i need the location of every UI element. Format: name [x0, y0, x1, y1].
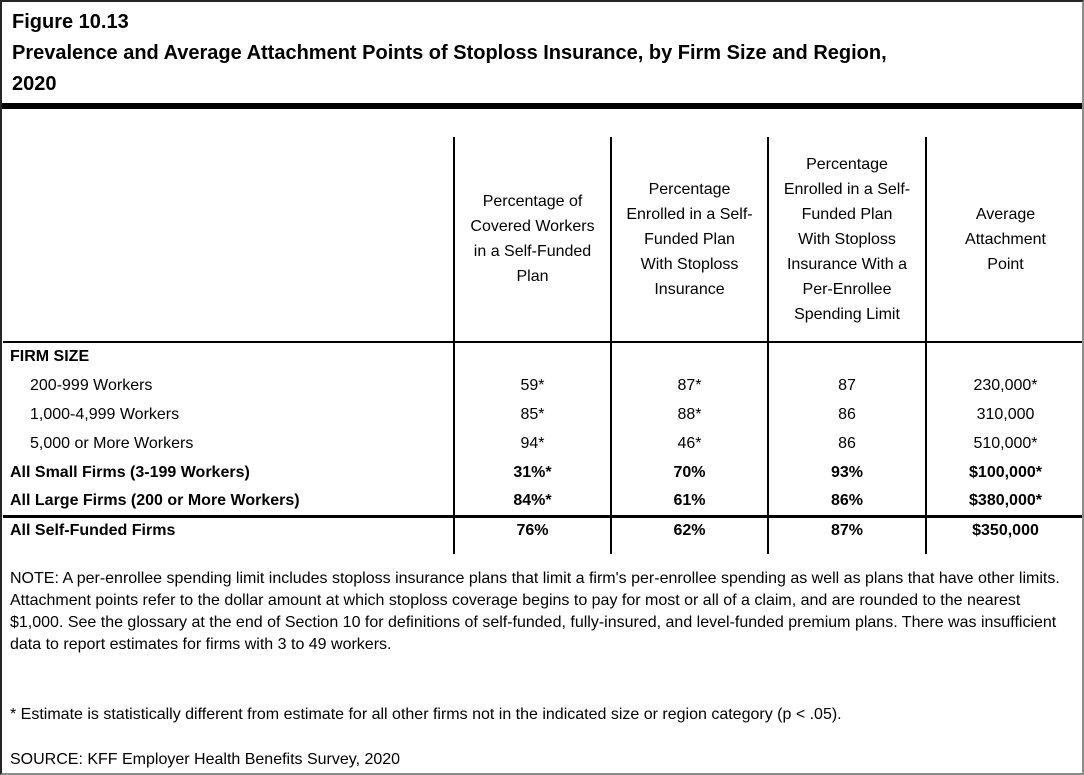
cell-value: 87% — [768, 516, 926, 545]
row-label: All Self-Funded Firms — [3, 516, 454, 545]
stub-cell — [611, 545, 768, 554]
row-label: 1,000-4,999 Workers — [30, 405, 180, 423]
cell-value: $100,000* — [926, 458, 1084, 487]
cell-value: 31%* — [454, 458, 611, 487]
cell-value: 62% — [611, 516, 768, 545]
cell-value: 230,000* — [926, 371, 1084, 400]
cell-value: 61% — [611, 487, 768, 516]
row-label: 5,000 or More Workers — [30, 434, 194, 452]
source-text: SOURCE: KFF Employer Health Benefits Survey, 2020 — [10, 751, 401, 768]
cell-value: 88* — [611, 400, 768, 429]
table-row-1000-4999 — [3, 400, 1084, 429]
cell-value: 76% — [454, 516, 611, 545]
title-divider — [2, 103, 1082, 109]
cell-value: 84%* — [454, 487, 611, 516]
cell-value: 87 — [768, 371, 926, 400]
cell-value: 510,000* — [926, 429, 1084, 458]
table-row-200-999 — [3, 371, 1084, 400]
cell-value: 86 — [768, 429, 926, 458]
table-row-stub — [3, 545, 1084, 554]
header-row — [3, 137, 1084, 342]
cell-value: $380,000* — [926, 487, 1084, 516]
column-header-per-enrollee-limit: Percentage Enrolled in a Self- Funded Plan With Stoploss Insurance With a Per-Enrollee Spending Limit — [768, 137, 926, 342]
stub-cell — [3, 545, 454, 554]
column-header-stoploss: Percentage Enrolled in a Self- Funded Plan With Stoploss Insurance — [611, 137, 768, 342]
cell-value: 70% — [611, 458, 768, 487]
column-header-attachment-point: Average Attachment Point — [926, 137, 1084, 342]
footnote-text: * Estimate is statistically different from estimate for all other firms not in the indicated size or region category (p < .05). — [10, 706, 842, 723]
cell-value: $350,000 — [926, 516, 1084, 545]
table-row-all-small-firms — [3, 458, 1084, 487]
cell-value: 86% — [768, 487, 926, 516]
header-row-label-spacer — [3, 137, 454, 342]
stub-cell — [454, 545, 611, 554]
row-label: 200-999 Workers — [30, 376, 153, 394]
stoploss-table — [3, 137, 1084, 554]
cell-value — [611, 342, 768, 371]
cell-value — [454, 342, 611, 371]
cell-value: 87* — [611, 371, 768, 400]
cell-value: 310,000 — [926, 400, 1084, 429]
table-row-firm-size — [3, 342, 1084, 371]
table-row-all-large-firms — [3, 487, 1084, 516]
cell-value: 86 — [768, 400, 926, 429]
table-body — [3, 342, 1084, 554]
table-row-5000-or-more — [3, 429, 1084, 458]
figure-number: Figure 10.13 — [12, 11, 129, 33]
cell-value: 46* — [611, 429, 768, 458]
cell-value: 85* — [454, 400, 611, 429]
column-header-self-funded: Percentage of Covered Workers in a Self-Funded Plan — [454, 137, 611, 342]
row-label: FIRM SIZE — [10, 348, 90, 365]
cell-value: 93% — [768, 458, 926, 487]
cell-value: 59* — [454, 371, 611, 400]
row-label: All Small Firms (3-199 Workers) — [10, 463, 250, 481]
stub-cell — [768, 545, 926, 554]
cell-value: 94* — [454, 429, 611, 458]
note-text: NOTE: A per-enrollee spending limit includes stoploss insurance plans that limit a firm's per-enrollee spending as well as plans that have other limits. Attachment points refer to the dollar amount at which stoploss coverage begins to pay for most or all of a claim, and are rounded to the nearest $1,000. See the glossary at the end of Section 10 for definitions of self-funded, fully-insured, and level-funded premium plans. There was insufficient data to report estimates for firms with 3 to 49 workers. — [10, 570, 1060, 653]
figure-title: Prevalence and Average Attachment Points of Stoploss Insurance, by Firm Size and Region, 2020 — [12, 42, 887, 95]
cell-value — [926, 342, 1084, 371]
table-row-all-self-funded — [3, 516, 1084, 545]
row-label: All Large Firms (200 or More Workers) — [10, 491, 300, 509]
stub-cell — [926, 545, 1084, 554]
table-header — [3, 137, 1084, 342]
title-block — [2, 2, 1082, 100]
cell-value — [768, 342, 926, 371]
